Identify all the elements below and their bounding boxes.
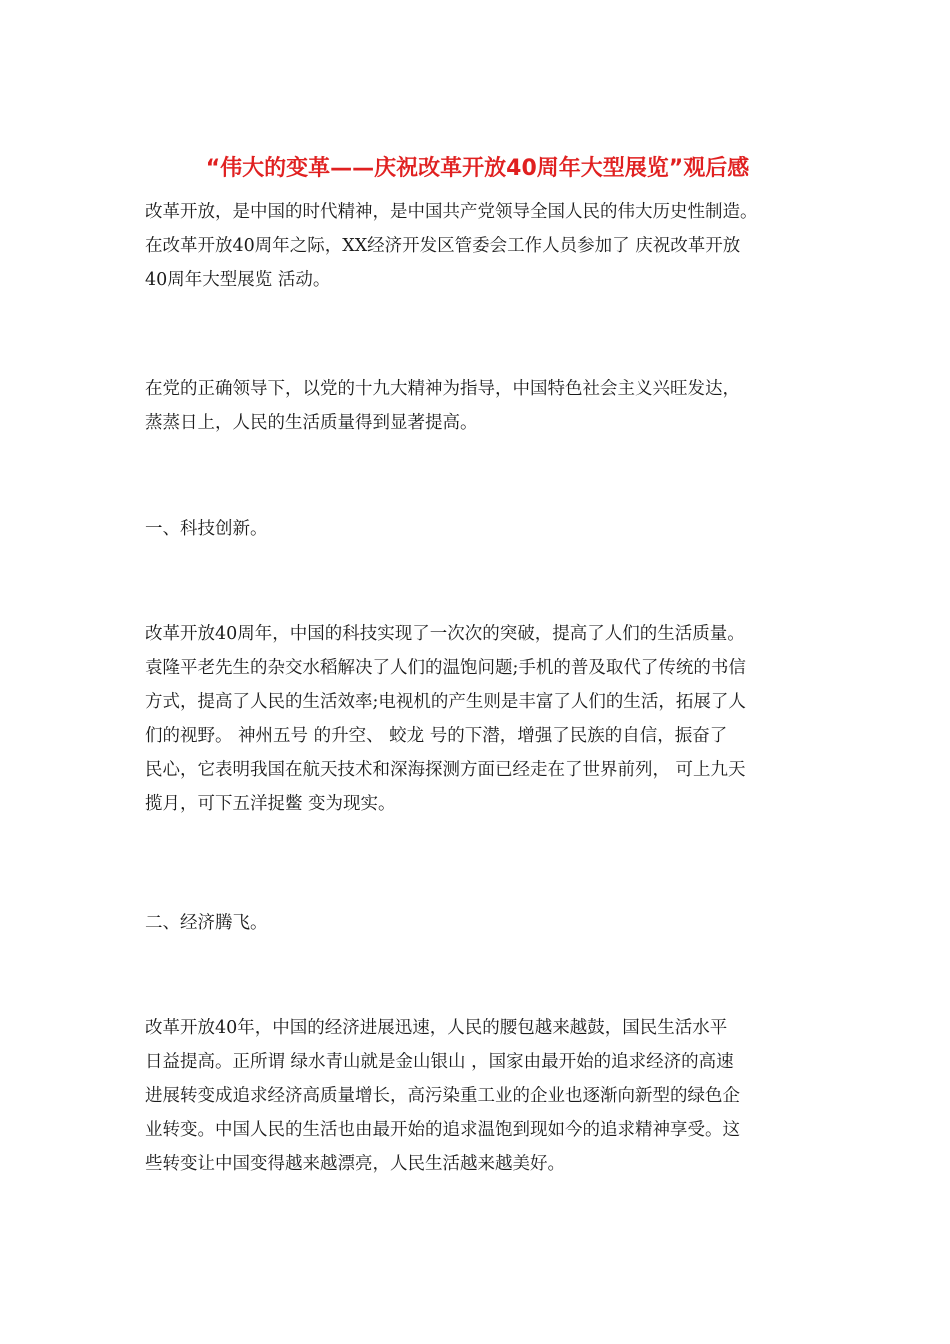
paragraph-line: 进展转变成追求经济高质量增长，高污染重工业的企业也逐渐向新型的绿色企 [145, 1086, 740, 1106]
document-title: “伟大的变革——庆祝改革开放40周年大型展览”观后感 [205, 156, 750, 181]
paragraph-line: 改革开放40周年，中国的科技实现了一次次的突破，提高了人们的生活质量。 [145, 624, 745, 644]
section-heading-line: 二、经济腾飞。 [145, 913, 268, 933]
paragraph-line: 在改革开放40周年之际，XX经济开发区管委会工作人员参加了 庆祝改革开放 [145, 236, 741, 256]
paragraph-line: 改革开放40年，中国的经济进展迅速，人民的腰包越来越鼓，国民生活水平 [145, 1018, 728, 1038]
paragraph-line: 们的视野。 神州五号 的升空、 蛟龙 号的下潜，增强了民族的自信，振奋了 [145, 726, 728, 746]
paragraph-line: 在党的正确领导下，以党的十九大精神为指导，中国特色社会主义兴旺发达， [145, 379, 740, 399]
paragraph-line: 些转变让中国变得越来越漂亮，人民生活越来越美好。 [145, 1154, 565, 1174]
section-heading-line: 一、科技创新。 [145, 519, 268, 539]
paragraph-party-leadership [145, 372, 810, 440]
paragraph-line: 改革开放，是中国的时代精神，是中国共产党领导全国人民的伟大历史性制造。 [145, 202, 758, 222]
paragraph-line: 民心，它表明我国在航天技术和深海探测方面已经走在了世界前列， 可上九天 [145, 760, 746, 780]
paragraph-technology [145, 617, 810, 821]
paragraph-line: 袁隆平老先生的杂交水稻解决了人们的温饱问题;手机的普及取代了传统的书信 [145, 658, 746, 678]
paragraph-line: 日益提高。正所谓 绿水青山就是金山银山 ，国家由最开始的追求经济的高速 [145, 1052, 734, 1072]
paragraph-intro [145, 195, 810, 297]
paragraph-line: 40周年大型展览 活动。 [145, 270, 331, 290]
paragraph-line: 业转变。中国人民的生活也由最开始的追求温饱到现如今的追求精神享受。这 [145, 1120, 740, 1140]
paragraph-line: 方式，提高了人民的生活效率;电视机的产生则是丰富了人们的生活，拓展了人 [145, 692, 746, 712]
paragraph-line: 揽月，可下五洋捉鳖 变为现实。 [145, 794, 396, 814]
paragraph-economy [145, 1011, 810, 1181]
section-heading-economy [145, 906, 810, 940]
paragraph-line: 蒸蒸日上，人民的生活质量得到显著提高。 [145, 413, 478, 433]
section-heading-technology [145, 512, 810, 546]
